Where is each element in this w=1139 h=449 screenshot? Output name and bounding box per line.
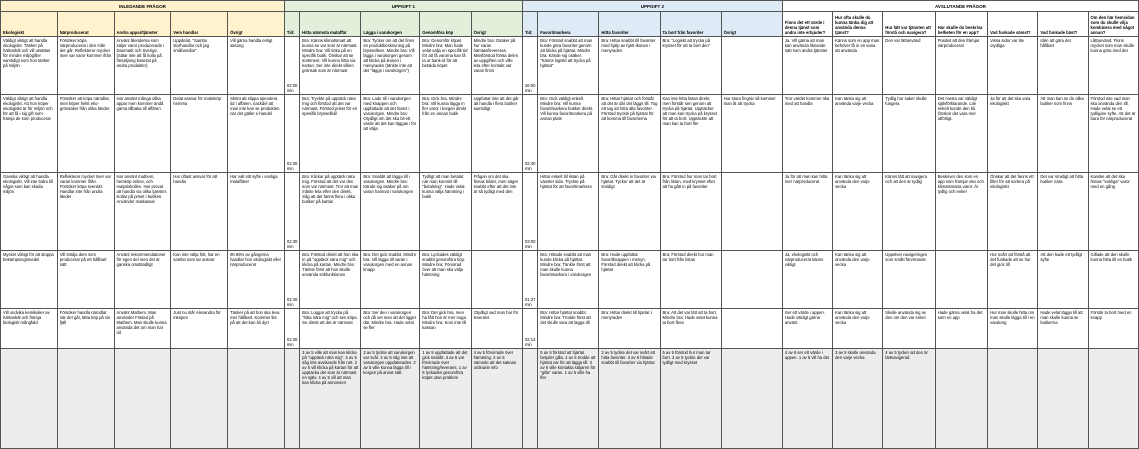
table-cell[interactable] (988, 349, 1038, 449)
table-cell[interactable]: 02:30 min (284, 309, 299, 349)
table-cell[interactable]: Bra: Det gick snabbt. Mindre bra: Vill lägga till varan i varukorgen med en annan knapp (361, 251, 420, 309)
table-cell[interactable]: Bra: Hittar snabbt till favoriter med hjälp av hjärt-ikonen i menyraden (599, 37, 660, 95)
table-cell[interactable]: Det mesta var väldigt självförklarande. Lite enkelt kunde den bli. Önskar det vara mer utförligt. (935, 95, 987, 173)
table-row (1, 173, 1139, 251)
table-cell[interactable]: 02:14 min (522, 309, 537, 349)
table-cell[interactable]: Vill undvika kemikalier av hälsoskäl och främja biologisk mångfald (1, 309, 58, 349)
col-header: Hitta favoriter (599, 12, 660, 37)
table-cell[interactable]: Har oftast ansvar för att handla (171, 173, 228, 251)
table-row (1, 251, 1139, 309)
col-header: Hitta närmsta mataffär (300, 12, 361, 37)
table-cell[interactable]: Känns som en app man behöver få in en vana att använda (833, 37, 883, 95)
table-cell[interactable]: Gillade att den skulle kunna hitta till en butik (1088, 251, 1138, 309)
table-cell[interactable]: Hittar enkelt till listan på vänster sida. Tryckte på hjärtat för att favoritmarkera (538, 173, 599, 251)
table-cell[interactable]: Skönt att slippa spendera tid i affären, nackdel att man inte kan se produkten när det gäller e-handel (228, 95, 285, 173)
table-cell[interactable]: Tror värdet kommer öka med att handla (782, 95, 832, 173)
table-cell[interactable]: Bra: Tycker om att det finns en produktbeskrivning på bryssellsen. Mindre bra: Vill lägga i varukorgen genom att klicka på ikonen i menyraden (tänkte inte att det "läggs i varukorgen") (361, 37, 420, 95)
table-cell[interactable]: Bra: Hittade snabbt att man kunde klicka på hjärtat. Mindre bra: Tänkte först att man skulle kunna favoritmarkera i varukorgen (538, 251, 599, 309)
table-cell[interactable]: Använt återiderna som säljer varor producerade i Danmark och Sverige. (Sälar inte att få kolla på försäljning baserat på andra produkter) (114, 37, 171, 95)
table-cell[interactable]: Bra: Förstod direkt hur man tar bort från listan (660, 251, 721, 309)
col-header: Hur ofta skulle du kunna tänka dig att använda denna tjänst? (833, 12, 883, 37)
table-cell[interactable]: Bra: Känns klimatsmart att kunna se var som är närmast. Mindre bra: Vill söka på en specifik butik. Önskar att se sortiment. Vill kunna hitta via kartan. Ser inte direkt vilken grönsak som är närmast (300, 37, 361, 95)
table-cell[interactable]: Kan tänka sig att använda varje vecka (833, 95, 883, 173)
col-header: Genomföra köp (420, 12, 471, 37)
table-cell[interactable]: Bra: Att det var lätt att ta bort. Mindre bra: Hade velat kunna ta bort flera (660, 309, 721, 349)
table-cell[interactable] (935, 251, 987, 309)
table-cell[interactable]: Försök ta bort med en knapp (1088, 309, 1138, 349)
table-cell[interactable]: Kan tänka sig att använda den varje vecka (833, 173, 883, 251)
table-cell[interactable]: Tydligt att man betalat när man kommit till "betalning". Hade velat kunna välja hämtning i butik (420, 173, 471, 251)
col-header: Vad funkade bäst? (1038, 12, 1088, 37)
table-cell[interactable]: 02:40 min (284, 251, 299, 309)
col-header: Hur lätt var tjänsten att förstå och navigera? (883, 12, 935, 37)
table-cell[interactable]: Bra: Hittar hjärtat och förstår att det är där det läggs till. Tog ett tag att hitta alla favoriter. Förstod tryckte på hjärtat för att komma till favoriterna (599, 95, 660, 173)
table-cell[interactable]: Mindre bra: Osäker på hur varan hämtas/levereras. Missförstod första delen av uppgiften och ville leta efter kontakt var varan finns (471, 37, 522, 95)
table-cell[interactable]: Kanske att det ska finnas "vanliga" varor med en gång (1088, 173, 1138, 251)
table-cell[interactable]: 02:00 min (284, 37, 299, 95)
table-cell[interactable]: 4 av 5 tycker att den är lättnavigerad (883, 349, 935, 449)
table-cell[interactable]: Delat ansvar för matinköp hemma (171, 95, 228, 173)
table-cell[interactable]: Ser ett värde i appen. Hade väldigt gärna använt (782, 309, 832, 349)
group-header-row (1, 1, 1139, 12)
col-header: Övrigt (228, 12, 285, 37)
table-cell[interactable] (721, 251, 782, 309)
table-cell[interactable] (721, 37, 782, 95)
table-cell[interactable]: Ja, ekologiskt och närproducerat känns viktigt (782, 251, 832, 309)
col-header: Övrigt (721, 12, 782, 37)
group-uppgift2: UPPGIFT 2 (522, 1, 782, 12)
table-cell[interactable] (114, 349, 171, 449)
table-cell[interactable]: Ja för att man kan hitta mer närproducerat (782, 173, 832, 251)
table-cell[interactable]: Idén att göra det hållbart (1038, 37, 1088, 95)
table-cell[interactable]: Bra: Lade till i varukorgen med knappen och uppfattade att det fanns i varukorgen. Mindre bra: Otydligt om det ska bli ett värde att det kan läggas i för att välja (361, 95, 420, 173)
table-row (1, 37, 1139, 95)
table-cell[interactable]: Mycket viktigt för att stoppa bekämpningsmedel (1, 251, 58, 309)
table-cell[interactable]: Hade gärna velat ha det som en app (935, 309, 987, 349)
table-cell[interactable]: Bra: Förstod hur man tar bort från listan, med krysset efter att ha gått in på favoriter (660, 173, 721, 251)
table-cell[interactable] (57, 349, 114, 449)
table-cell[interactable]: Bra: Hittar direkt till hjärtat i menyraden (599, 309, 660, 349)
table-cell[interactable]: Uppdelat. "Sambo storhandlar och jag småhandlar" (171, 37, 228, 95)
table-row (1, 95, 1139, 173)
table-cell[interactable]: 4 av 5 förvirrade över hämtning. 2 av 5 nämnde att det saknas ordinarie info (471, 349, 522, 449)
table-cell[interactable]: Hur stora fingrar så kommer man åt att trycka (721, 95, 782, 173)
table-cell[interactable]: Reflekterar mycket över var varan kommer ifrån. Försöker köpa svenskt. Handlar inte från andra länder (57, 173, 114, 251)
table-cell[interactable]: Väldigt viktigt att handla ekologiskt. Att hon köper ekologiskt är för miljön och för att få i sig gift som främja de som producerar (1, 95, 58, 173)
table-cell[interactable]: Önskar att det fanns ett filter för att sortera på ekologiskt (988, 173, 1038, 251)
table-cell[interactable]: Bra: Genomför köpet. Mindre bra: Man hade velat välja en specifik tid för att få varorna kan få ta ut bank-id för att betalda köpet (420, 37, 471, 95)
table-cell[interactable]: Bra: "Logiskt att trycka på krysset för att ta bort den" (660, 37, 721, 95)
table-cell[interactable]: Vill stödja dem som producerar på ett hållbart sätt (57, 251, 114, 309)
table-cell[interactable]: Bra: Lyckades väldigt snabbt genomföra köp. Mindre bra: Förvirrad över att man ska välja hämtning (420, 251, 471, 309)
table-cell[interactable]: Hur svårt att förstå att det funkade att se hur det gick till (988, 251, 1038, 309)
table-cell[interactable]: Försöker handla närodlat när det går, lätta köp på sin fjäll (57, 309, 114, 349)
table-cell[interactable]: Tänker på att hon ska leva mer hållbart. Kommer lite på att det kan bli dyrt (228, 309, 285, 349)
table-cell[interactable]: Försöker att köpa närodlat, men köper helst eko-grönsaker från olika länder (57, 95, 114, 173)
group-uppgift1: UPPGIFT 1 (284, 1, 522, 12)
col-header: Favoritmarkera (538, 12, 599, 37)
col-header: Övrigt (471, 12, 522, 37)
table-cell[interactable]: Använt rekommendationer för egen del men det är ganska omständligt (114, 251, 171, 309)
table-cell[interactable]: Kan tänka sig att använda den varje vecka (833, 251, 883, 309)
table-cell[interactable]: Väldigt viktigt att handla ekologiskt. Tänker på hälsoskäl och vill utsättas för mindre miljögifter samtidigt som hon tänker på miljön (1, 37, 58, 95)
table-cell[interactable]: Bra: Snabbt att lägga till i varukorgen. Mindre bra: Kände sig osäker på om varan hamnat i varukorgen (361, 173, 420, 251)
table-cell[interactable]: Bra: Det gick bra, men ha fått hon är mer noga. Mindre bra: Kom inte till kassan (420, 309, 471, 349)
table-cell[interactable]: Skulle använda sig av den om den var enkel (883, 309, 935, 349)
table-cell[interactable]: 01:27 min (522, 251, 537, 309)
col-header: Närproducerat (57, 12, 114, 37)
table-cell[interactable]: 26:00 min (522, 37, 537, 95)
table-cell[interactable] (935, 349, 987, 449)
table-cell[interactable]: Att man kan se de olika butiker som finns (1038, 95, 1088, 173)
table-cell[interactable]: Beskriver den som en app som främjar eko och klimatsmarta varor. Är tydlig och enkel (935, 173, 987, 251)
group-avslutande: AVSLUTANDE FRÅGOR (782, 1, 1138, 12)
table-cell[interactable]: Otydligt vad man har för leverans (471, 309, 522, 349)
table-cell[interactable]: Känns lätt att navigera och att den är tydlig (883, 173, 935, 251)
table-cell[interactable] (522, 349, 537, 449)
table-cell[interactable]: 02:30 min (284, 95, 299, 173)
table-cell[interactable]: 03:00 min (522, 173, 537, 251)
col-header: Ta bort från favoriter (660, 12, 721, 37)
table-cell[interactable] (1038, 349, 1088, 449)
table-cell[interactable]: Ja för att det ska vara ekologiskt (988, 95, 1038, 173)
table-cell[interactable]: 4 av 5 ser ett värde i appen. 1 av 5 vill ha det (782, 349, 832, 449)
column-header-row (1, 12, 1139, 37)
table-cell[interactable] (228, 349, 285, 449)
table-cell[interactable]: Bra: Gick bra. Mindre bra: Vill kunna lägga in fler varor i korgen direkt från en annan butik (420, 95, 471, 173)
table-cell[interactable]: Försöker köpa närproducerat i den mån det går. Reflekterar mycket över var varor kommer ifrån (57, 37, 114, 95)
table-cell[interactable]: Frågan om det ska finnas bilder, men säger snabbt efter att det inte är så tydligt med den (471, 173, 522, 251)
table-cell[interactable]: Bra: Gick väldigt enkelt. Mindre bra: Vill kunna favoritmarkera butiker direkt. Vill kunna favoritmarkera på annan plats (538, 95, 599, 173)
table-body (1, 37, 1139, 449)
col-header: Tid: (284, 12, 299, 37)
table-cell[interactable]: Bra: Går direkt in favoriter via hjärtat. Tycker att det är smidigt (599, 173, 660, 251)
table-row (1, 309, 1139, 349)
table-cell[interactable]: Det var smidigt att hitta butiker nära (1038, 173, 1088, 251)
table-cell[interactable]: Har använt många olika appar men kommer ändå gärna tillbaka till affären (114, 95, 171, 173)
table-cell[interactable] (1088, 349, 1138, 449)
col-header: Lägga i varukorgen (361, 12, 420, 37)
table-cell[interactable] (721, 173, 782, 251)
col-header: Om den här hemsidan som du skulle vilja kombinera med något annan? (1088, 12, 1138, 37)
table-cell[interactable]: 1 av 5 uppfattade att det gick snabbt. 3 av 5 var förvirrade över hämtning/leverans. 1 av 5 lyckades genomföra köpet utan problem (420, 349, 471, 449)
table-cell[interactable] (284, 349, 299, 449)
table-cell[interactable]: Just nu står Alexandra för inköpen (171, 309, 228, 349)
table-cell[interactable]: Bra: Loggar att trycka på "hitta nära mig" och sen köpa. Se direkt att det är närmast (300, 309, 361, 349)
table-cell[interactable]: 2 av 5 tyckte det var svårt att hitta favoriter. 3 av 5 hittade snabbt till favoriter via hjärtat (599, 349, 660, 449)
table-cell[interactable]: Bra: Hittar hjärtat snabbt. Mindre bra: Trodde först att det skulle vara att lägga till (538, 309, 599, 349)
table-cell[interactable]: Bra: Ser den i varukorgen och då vet man att det ligger där. Mindre bra: Hade velat se fler (361, 309, 420, 349)
col-header: Ekologiskt (1, 12, 58, 37)
table-cell[interactable]: Förstod inte vad man ska använda den till. Hade velat se ett tydligare syfte. Att det är bara för närproducerat (1088, 95, 1138, 173)
table-cell[interactable]: Vill gärna handla enligt säsong (228, 37, 285, 95)
table-cell[interactable]: Positivt att den främjar närproducerat (935, 37, 987, 95)
table-cell[interactable]: Låttanvänd. Finns mycket som man skulle kunna göra med det (1088, 37, 1138, 95)
col-header: Tid: (522, 12, 537, 37)
table-cell[interactable]: 2 av 5 tyckte att varukorgen var svår. 3 av 5 såg inte att varukorgen uppdaterades. 2 av 5 ville kunna lägga till i korgen på annat sätt (361, 349, 420, 449)
table-cell[interactable]: Ja. Vill gärna att man kan använda liknande sätt som andra tjänster (782, 37, 832, 95)
table-cell[interactable]: 5 av 5 förstod hur man tar bort. 3 av 5 tyckte det var tydligt med krysset (660, 349, 721, 449)
col-header: Hur skulle du beskriva helheten för en app? (935, 12, 987, 37)
table-row (1, 349, 1139, 449)
table-cell[interactable]: Hur man skulle hitta om man skulle lägga till i en varukorg (988, 309, 1038, 349)
table-cell[interactable]: Kan inte hitta listan direkt, men förstår sen genom att trycka på hjärtat. Upptäcker att man kan trycka på krysset för att ta bort. Upptäckte att man kan ta bort fler (660, 95, 721, 173)
table-cell[interactable]: 90.95% av gångerna handlar hon ekologiskt eller närproducerat (228, 251, 285, 309)
table-cell[interactable]: Använt Mathem. Man använder Fristad på Mathem. Man skulle kunna använda det om man har tid (114, 309, 171, 349)
table-cell[interactable] (171, 349, 228, 449)
table-cell[interactable]: Har valt sitt syfte i vanliga mataffärer (228, 173, 285, 251)
col-header: Finns det ett värde i denna tjänst som andra inte erbjuder? (782, 12, 832, 37)
table-cell[interactable]: Den var lättanvänd (883, 37, 935, 95)
table-cell[interactable] (1, 349, 58, 449)
table-cell[interactable]: Hade velat lägga till att man skulle kunna se butikerna (1038, 309, 1088, 349)
table-cell[interactable]: Kan inte välja fritt, har en sambo som tar ansvar (171, 251, 228, 309)
table-cell[interactable]: Kan tänka sig att använda den varje vecka (833, 309, 883, 349)
table-cell[interactable]: Tydlig hur saker skulle fungera (883, 95, 935, 173)
table-cell[interactable]: 3 av 5 skulle använda den varje vecka (833, 349, 883, 449)
table-cell[interactable]: Bra: Förstod snabbt att man kunde göra favoriter genom att klicka på hjärtat. Mindre bra: Kände sig osäker. "Känns logiskt att trycka på hjärtat" (538, 37, 599, 95)
table-cell[interactable]: Ganska viktigt att handla ekologiskt. Vill inte bidra till något som kan skada miljön (1, 173, 58, 251)
table-cell[interactable]: 3 av 5 ville att man kan klicka på "upptäck nära mig". 4 av 5 såg inte avvikande från rutt. 2 av 5 vill klicka på kartan för att upptäcka det som är närmast en själv. 4 av 5 vill att man kan klicka på annonsen (300, 349, 361, 449)
table-cell[interactable]: Vissa sidor var lite otydliga (988, 37, 1038, 95)
table-cell[interactable]: Bra: Förstod direkt att hon ska in på "upptäck nära mig" och klicka på kartan. Mindre bra: Tänkte först att hon skulle använda sökfunktionen (300, 251, 361, 309)
table-cell[interactable]: 02:30 min (284, 173, 299, 251)
table-cell[interactable]: Bra: Tryckte på upptäck nära mig och förstod att det var närmast. Förstod priset för en spesifik bryssellkål (300, 95, 361, 173)
col-header: Andra appar/tjänster (114, 12, 171, 37)
table-cell[interactable] (721, 309, 782, 349)
col-header: Vad funkade sämst? (988, 12, 1038, 37)
table-cell[interactable]: Bra: Hade uppfattat favoritknappen i menyn. Förstod direkt att klicka på hjärtat (599, 251, 660, 309)
table-cell[interactable] (471, 251, 522, 309)
col-header: Vem handlar (171, 12, 228, 37)
table-cell[interactable]: 5 av 5 förstod att hjärtat betyder gilla. 2 av 5 trodde att hjärtat var för att lägga till. 3 av 5 ville kontakta säljaren för "gilla" varan. 1 av 5 ville ha fler (538, 349, 599, 449)
table-cell[interactable] (721, 349, 782, 449)
table-cell[interactable]: 02:40 min (522, 95, 537, 173)
table-cell[interactable]: Har använt mathem, hemköp online, och matpriskollen. Har provat att handla via olika tjänster. Kollar på priset i butiken. Använder matkassar (114, 173, 171, 251)
table-cell[interactable]: Att den hade ett tydligt syfte (1038, 251, 1088, 309)
table-cell[interactable]: Uppfattar inte att det går att handla i flera butiker samtidigt (471, 95, 522, 173)
table-cell[interactable]: Bra: Klickar på upptäck nära mig. Förstod att det var den som var närmast. Tror att man måste leta efter den direkt. Såg att det fanns flera i olika butiker på kartan (300, 173, 361, 251)
table-cell[interactable]: Uppelver navigeringen som smått förvirrande (883, 251, 935, 309)
group-inledande: INLEDANDE FRÅGOR (1, 1, 285, 12)
